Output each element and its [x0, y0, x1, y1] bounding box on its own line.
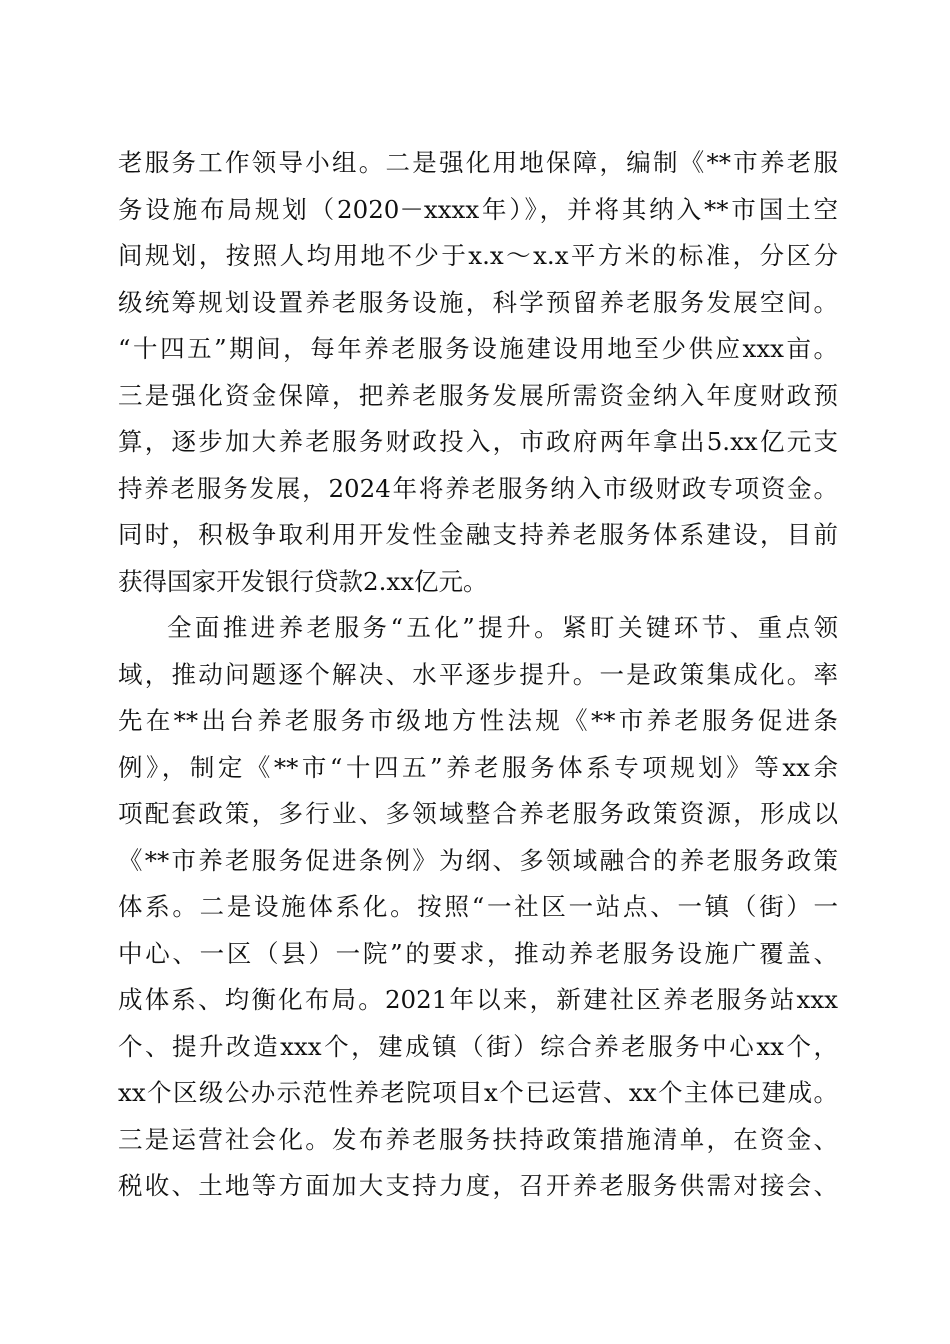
text-line: xx个区级公办示范性养老院项目x个已运营、xx个主体已建成。 [118, 1078, 838, 1107]
text-line: 务设施布局规划（2020－xxxx年）》，并将其纳入**市国土空 [118, 194, 838, 224]
paragraph-start-line: 全面推进养老服务“五化”提升。紧盯关键环节、重点领 [167, 613, 838, 642]
text-line: 中心、一区（县）一院”的要求，推动养老服务设施广覆盖、 [118, 938, 838, 968]
text-line: 《**市养老服务促进条例》为纲、多领域融合的养老服务政策 [118, 845, 838, 875]
text-line: 持养老服务发展，2024年将养老服务纳入市级财政专项资金。 [118, 473, 838, 503]
text-line: 域，推动问题逐个解决、水平逐步提升。一是政策集成化。率 [118, 659, 838, 689]
text-line: 级统筹规划设置养老服务设施，科学预留养老服务发展空间。 [118, 287, 838, 317]
text-line: 获得国家开发银行贷款2.xx亿元。 [118, 566, 488, 596]
text-line: 老服务工作领导小组。二是强化用地保障，编制《**市养老服 [118, 148, 838, 177]
text-line: 个、提升改造xxx个，建成镇（街）综合养老服务中心xx个， [118, 1031, 838, 1061]
text-line: 项配套政策，多行业、多领域整合养老服务政策资源，形成以 [118, 799, 838, 828]
text-line: 三是运营社会化。发布养老服务扶持政策措施清单，在资金、 [118, 1124, 838, 1154]
text-line: “十四五”期间，每年养老服务设施建设用地至少供应xxx亩。 [118, 334, 838, 363]
text-line: 间规划，按照人均用地不少于x.x～x.x平方米的标准，分区分 [118, 241, 838, 270]
text-line: 三是强化资金保障，把养老服务发展所需资金纳入年度财政预 [118, 380, 838, 410]
text-line: 成体系、均衡化布局。2021年以来，新建社区养老服务站xxx [118, 985, 838, 1014]
text-line: 算，逐步加大养老服务财政投入，市政府两年拿出5.xx亿元支 [118, 427, 838, 456]
text-line: 税收、土地等方面加大支持力度，召开养老服务供需对接会、 [118, 1171, 838, 1200]
text-line: 体系。二是设施体系化。按照“一社区一站点、一镇（街）一 [118, 892, 838, 921]
body-text [118, 140, 838, 1210]
text-line: 同时，积极争取利用开发性金融支持养老服务体系建设，目前 [118, 520, 838, 549]
text-line: 先在**出台养老服务市级地方性法规《**市养老服务促进条 [118, 706, 838, 735]
text-line: 例》，制定《**市“十四五”养老服务体系专项规划》等xx余 [118, 752, 838, 782]
